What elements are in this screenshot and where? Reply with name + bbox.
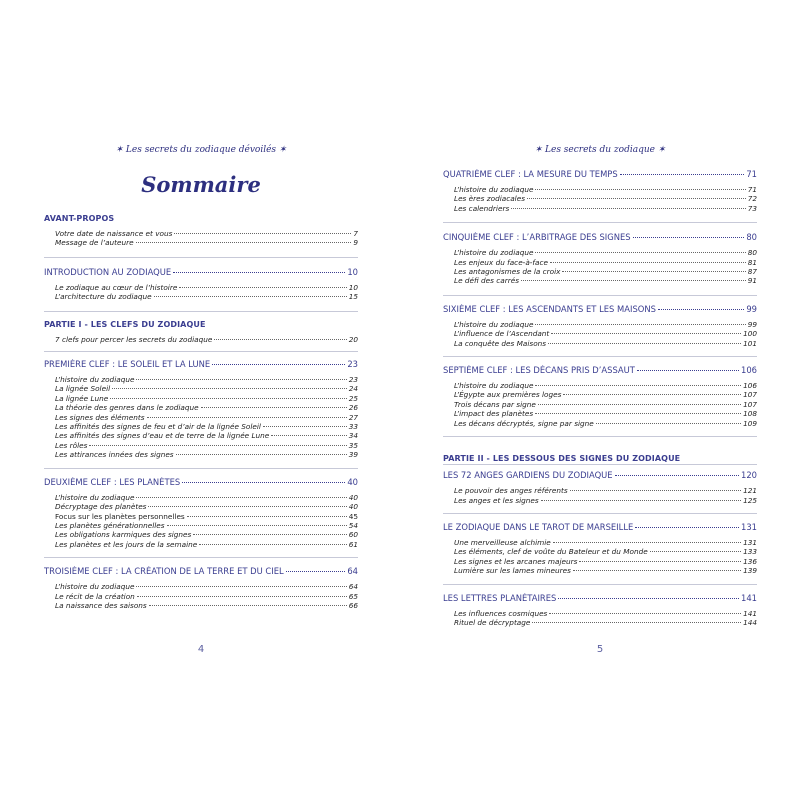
toc-entry-text: Les signes et les arcanes majeurs — [454, 556, 578, 566]
section-page-number: 99 — [746, 303, 757, 314]
dot-leader — [110, 398, 346, 399]
table-of-contents — [44, 213, 358, 618]
toc-entry[interactable] — [44, 238, 358, 247]
section-title-text: DEUXIÈME CLEF : LES PLANÈTES — [44, 476, 181, 487]
toc-entry-text: Le défi des carrés — [454, 276, 520, 286]
toc-entry-text: La lignée Soleil — [55, 384, 111, 394]
toc-section-title[interactable] — [443, 593, 757, 604]
toc-section — [44, 213, 358, 257]
table-of-contents — [443, 169, 757, 635]
dot-leader — [637, 370, 739, 371]
dot-leader — [553, 542, 741, 543]
dot-leader — [199, 544, 346, 545]
toc-entry[interactable] — [44, 493, 358, 502]
dot-leader — [635, 527, 739, 528]
toc-entry-page-number: 109 — [743, 418, 757, 428]
dot-leader — [167, 525, 347, 526]
toc-entry[interactable] — [443, 390, 757, 399]
dot-leader — [633, 237, 745, 238]
toc-entry-text: Les influences cosmiques — [454, 608, 548, 618]
dot-leader — [174, 233, 351, 234]
running-header: ✶ Les secrets du zodiaque ✶ — [534, 145, 666, 155]
dot-leader — [535, 252, 745, 253]
dot-leader — [615, 475, 739, 476]
toc-entry[interactable] — [44, 384, 358, 393]
toc-entry-page-number: 24 — [348, 384, 358, 394]
section-title-text: LES 72 ANGES GARDIENS DU ZODIAQUE — [443, 470, 613, 481]
toc-entry-text: Le récit de la création — [55, 591, 135, 601]
toc-entry-page-number: 34 — [348, 431, 358, 441]
toc-entry-page-number: 40 — [348, 492, 358, 502]
toc-entry-page-number: 64 — [348, 582, 358, 592]
dot-leader — [148, 506, 346, 507]
toc-entry[interactable] — [443, 547, 757, 556]
toc-section — [44, 257, 358, 311]
section-page-number: 120 — [741, 470, 757, 481]
toc-entry-page-number: 15 — [348, 292, 358, 302]
dot-leader — [201, 407, 347, 408]
dot-leader — [182, 482, 345, 483]
dot-leader — [212, 364, 345, 365]
toc-entry-text: L’Égypte aux premières loges — [454, 390, 562, 400]
toc-entry[interactable] — [443, 409, 757, 418]
toc-entry[interactable] — [44, 592, 358, 601]
toc-section-title[interactable] — [443, 453, 757, 464]
dot-leader — [579, 561, 741, 562]
toc-entry-text: L’histoire du zodiaque — [55, 375, 135, 385]
running-header: ✶ Les secrets du zodiaque dévoilés ✶ — [115, 145, 287, 155]
dot-leader — [137, 596, 347, 597]
toc-section — [443, 584, 757, 636]
toc-entry-page-number: 81 — [747, 257, 757, 267]
toc-entry-text: Les anges et les signes — [454, 495, 539, 505]
toc-entry-text: L’impact des planètes — [454, 409, 534, 419]
toc-entry-page-number: 101 — [743, 338, 757, 348]
toc-entry-text: Rituel de décryptage — [454, 617, 531, 627]
toc-entry-text: La lignée Lune — [55, 393, 109, 403]
toc-entry[interactable] — [44, 521, 358, 530]
section-page-number: 64 — [347, 566, 358, 577]
toc-entry-page-number: 133 — [743, 547, 757, 557]
toc-entry[interactable] — [44, 530, 358, 539]
toc-section — [44, 557, 358, 618]
toc-entry-text: Les affinités des signes d’eau et de terre de la lignée Lune — [55, 431, 270, 441]
toc-entry-text: Le zodiaque au cœur de l’histoire — [55, 282, 178, 292]
dot-leader — [214, 339, 346, 340]
toc-entry[interactable] — [443, 400, 757, 409]
page-title: Sommaire — [141, 172, 261, 197]
section-title-text: AVANT-PROPOS — [44, 214, 115, 223]
toc-entry[interactable] — [443, 204, 757, 213]
toc-entry[interactable] — [44, 540, 358, 549]
section-title-text: SIXIÈME CLEF : LES ASCENDANTS ET LES MAISONS — [443, 303, 656, 314]
toc-entry-page-number: 54 — [348, 520, 358, 530]
toc-entry-text: Le pouvoir des anges référents — [454, 486, 568, 496]
dot-leader — [187, 516, 347, 517]
toc-entry-text: Trois décans par signe — [454, 399, 536, 409]
toc-entry[interactable] — [443, 496, 757, 505]
section-title-text: CINQUIÈME CLEF : L’ARBITRAGE DES SIGNES — [443, 232, 631, 243]
toc-entry[interactable] — [44, 335, 358, 344]
toc-section-title[interactable] — [44, 566, 358, 577]
toc-section-title[interactable] — [443, 365, 757, 376]
toc-entry-page-number: 20 — [348, 334, 358, 344]
left-page — [44, 0, 358, 800]
toc-entry[interactable] — [44, 512, 358, 521]
section-page-number: 23 — [347, 359, 358, 370]
dot-leader — [173, 272, 345, 273]
toc-entry[interactable] — [443, 381, 757, 390]
toc-entry[interactable] — [443, 419, 757, 428]
toc-entry-text: Les éléments, clef de voûte du Bateleur et du Monde — [454, 547, 648, 557]
toc-entry[interactable] — [44, 283, 358, 292]
toc-entry-page-number: 66 — [348, 600, 358, 610]
section-page-number: 71 — [746, 169, 757, 179]
toc-entry-page-number: 121 — [743, 486, 757, 496]
page-number: 5 — [596, 644, 604, 655]
dot-leader — [535, 385, 741, 386]
right-page — [443, 0, 757, 800]
dot-leader — [535, 413, 741, 414]
toc-entry-page-number: 99 — [747, 319, 757, 329]
toc-entry-page-number: 23 — [348, 375, 358, 385]
toc-entry[interactable] — [44, 394, 358, 403]
toc-entry[interactable] — [44, 582, 358, 591]
section-page-number: 106 — [741, 365, 757, 376]
dot-leader — [521, 280, 746, 281]
dot-leader — [286, 571, 346, 572]
toc-entry-text: L’influence de l’Ascendant — [454, 329, 550, 339]
toc-entry-text: L’histoire du zodiaque — [55, 492, 135, 502]
toc-entry-page-number: 39 — [348, 450, 358, 460]
toc-section-title[interactable] — [44, 359, 358, 370]
toc-section — [443, 513, 757, 584]
section-title-text: INTRODUCTION AU ZODIAQUE — [44, 266, 172, 277]
toc-entry-page-number: 7 — [353, 229, 358, 238]
toc-entry-page-number: 107 — [743, 399, 757, 409]
toc-entry[interactable] — [443, 194, 757, 203]
dot-leader — [538, 404, 741, 405]
dot-leader — [548, 343, 741, 344]
toc-section — [443, 436, 757, 464]
dot-leader — [193, 534, 346, 535]
dot-leader — [176, 454, 347, 455]
dot-leader — [562, 271, 745, 272]
toc-section — [443, 222, 757, 295]
toc-entry-text: Les affinités des signes de feu et d’air de la lignée Soleil — [55, 422, 261, 432]
toc-entry-page-number: 108 — [743, 409, 757, 419]
toc-entry-text: Les enjeux du face-à-face — [454, 257, 548, 267]
dot-leader — [535, 189, 745, 190]
dot-leader — [535, 324, 745, 325]
toc-entry[interactable] — [443, 486, 757, 495]
toc-entry-text: Votre date de naissance et vous — [55, 229, 173, 238]
toc-entry[interactable] — [44, 601, 358, 610]
section-title-text: LES LETTRES PLANÉTAIRES — [443, 592, 557, 603]
toc-entry-text: L’histoire du zodiaque — [454, 185, 534, 194]
toc-entry-text: La naissance des saisons — [55, 600, 147, 610]
toc-entry[interactable] — [443, 566, 757, 575]
dot-leader — [549, 613, 741, 614]
section-title-text: PREMIÈRE CLEF : LE SOLEIL ET LA LUNE — [44, 359, 211, 370]
toc-section-title[interactable] — [44, 213, 358, 224]
dot-leader — [149, 605, 347, 606]
dot-leader — [112, 388, 347, 389]
toc-entry[interactable] — [44, 229, 358, 238]
toc-entry-page-number: 26 — [348, 403, 358, 413]
dot-leader — [563, 394, 741, 395]
toc-entry[interactable] — [44, 450, 358, 459]
toc-entry[interactable] — [44, 403, 358, 412]
dot-leader — [271, 435, 346, 436]
toc-entry-page-number: 73 — [747, 203, 757, 213]
dot-leader — [596, 423, 741, 424]
toc-entry-text: L’architecture du zodiaque — [55, 292, 152, 302]
toc-section-title[interactable] — [443, 169, 757, 180]
toc-entry[interactable] — [443, 609, 757, 618]
toc-entry-text: Les rôles — [55, 440, 88, 450]
toc-entry-text: Focus sur les planètes personnelles — [55, 511, 185, 521]
dot-leader — [551, 333, 741, 334]
page-number: 4 — [197, 644, 205, 655]
toc-entry-text: 7 clefs pour percer les secrets du zodiaque — [55, 334, 213, 344]
toc-entry-page-number: 139 — [743, 566, 757, 576]
toc-entry[interactable] — [443, 258, 757, 267]
toc-entry[interactable] — [44, 375, 358, 384]
toc-entry-text: Les obligations karmiques des signes — [55, 530, 192, 540]
toc-section — [44, 351, 358, 468]
dot-leader — [89, 445, 346, 446]
toc-entry-page-number: 106 — [743, 381, 757, 391]
dot-leader — [136, 242, 352, 243]
toc-entry-page-number: 27 — [348, 412, 358, 422]
toc-entry-page-number: 45 — [348, 511, 358, 521]
toc-section-title[interactable] — [44, 477, 358, 488]
section-title-text: PARTIE II - LES DESSOUS DES SIGNES DU ZODIAQUE — [443, 454, 681, 464]
section-title-text: SEPTIÈME CLEF : LES DÉCANS PRIS D’ASSAUT — [443, 365, 635, 376]
dot-leader — [650, 551, 741, 552]
toc-entry-page-number: 71 — [747, 185, 757, 194]
toc-section-title[interactable] — [44, 267, 358, 278]
toc-section — [443, 464, 757, 513]
toc-entry-page-number: 100 — [743, 329, 757, 339]
toc-entry-page-number: 107 — [743, 390, 757, 400]
toc-section-title[interactable] — [443, 522, 757, 533]
dot-leader — [154, 296, 347, 297]
toc-entry-page-number: 9 — [353, 238, 358, 248]
toc-entry-page-number: 87 — [747, 267, 757, 277]
toc-entry-page-number: 141 — [743, 608, 757, 618]
section-title-text: PARTIE I - LES CLEFS DU ZODIAQUE — [44, 319, 206, 329]
toc-entry-page-number: 80 — [747, 248, 757, 258]
toc-entry-text: Une merveilleuse alchimie — [454, 537, 551, 547]
toc-entry[interactable] — [443, 248, 757, 257]
toc-section — [44, 311, 358, 351]
section-title-text: QUATRIÈME CLEF : LA MESURE DU TEMPS — [443, 169, 618, 179]
section-page-number: 40 — [347, 476, 358, 487]
toc-entry[interactable] — [443, 320, 757, 329]
toc-entry[interactable] — [443, 185, 757, 194]
toc-entry-text: Les signes des éléments — [55, 412, 145, 422]
toc-entry[interactable] — [44, 502, 358, 511]
dot-leader — [179, 287, 346, 288]
toc-entry-text: La théorie des genres dans le zodiaque — [55, 403, 199, 413]
toc-section-title[interactable] — [44, 319, 358, 330]
dot-leader — [570, 490, 741, 491]
toc-entry-text: Décryptage des planètes — [55, 502, 147, 512]
dot-leader — [532, 622, 741, 623]
section-title-text: LE ZODIAQUE DANS LE TAROT DE MARSEILLE — [443, 521, 634, 532]
dot-leader — [541, 500, 741, 501]
toc-section-title[interactable] — [443, 470, 757, 481]
toc-entry-page-number: 25 — [348, 393, 358, 403]
dot-leader — [527, 198, 746, 199]
section-page-number: 131 — [741, 521, 757, 532]
toc-entry-text: Message de l’auteure — [55, 238, 134, 248]
section-page-number: 10 — [347, 266, 358, 277]
toc-section — [443, 169, 757, 222]
toc-entry-text: Les ères zodiacales — [454, 194, 526, 204]
dot-leader — [147, 417, 347, 418]
dot-leader — [658, 309, 744, 310]
section-page-number: 141 — [741, 592, 757, 603]
dot-leader — [136, 497, 346, 498]
toc-entry-page-number: 144 — [743, 617, 757, 627]
toc-entry-page-number: 65 — [348, 591, 358, 601]
toc-entry-text: L’histoire du zodiaque — [55, 582, 135, 592]
toc-entry-text: Lumière sur les lames mineures — [454, 566, 571, 576]
dot-leader — [136, 379, 346, 380]
dot-leader — [573, 570, 741, 571]
toc-entry-page-number: 35 — [348, 440, 358, 450]
dot-leader — [136, 586, 346, 587]
dot-leader — [263, 426, 347, 427]
toc-section-title[interactable] — [443, 304, 757, 315]
toc-entry-text: La conquête des Maisons — [454, 338, 547, 348]
section-page-number: 80 — [746, 232, 757, 243]
toc-entry-text: L’histoire du zodiaque — [454, 381, 534, 391]
toc-entry-text: Les planètes générationnelles — [55, 520, 165, 530]
toc-entry[interactable] — [443, 538, 757, 547]
toc-entry-page-number: 40 — [348, 502, 358, 512]
toc-entry[interactable] — [44, 441, 358, 450]
toc-entry[interactable] — [443, 329, 757, 338]
toc-entry-text: L’histoire du zodiaque — [454, 319, 534, 329]
toc-entry-page-number: 60 — [348, 530, 358, 540]
toc-entry-text: L’histoire du zodiaque — [454, 248, 534, 258]
toc-entry[interactable] — [443, 618, 757, 627]
toc-entry-page-number: 136 — [743, 556, 757, 566]
toc-entry-page-number: 61 — [348, 539, 358, 549]
section-title-text: TROISIÈME CLEF : LA CRÉATION DE LA TERRE ET DU CIEL — [44, 566, 284, 577]
dot-leader — [558, 598, 739, 599]
toc-entry[interactable] — [44, 413, 358, 422]
toc-entry-page-number: 125 — [743, 495, 757, 505]
toc-entry-text: Les attirances innées des signes — [55, 450, 174, 460]
toc-entry-text: Les antagonismes de la croix — [454, 267, 561, 277]
toc-entry-text: Les calendriers — [454, 203, 510, 213]
toc-entry-page-number: 131 — [743, 537, 757, 547]
dot-leader — [620, 174, 745, 175]
toc-entry[interactable] — [44, 422, 358, 431]
toc-entry[interactable] — [443, 276, 757, 285]
toc-entry[interactable] — [443, 267, 757, 276]
toc-entry-page-number: 91 — [747, 276, 757, 286]
toc-entry-text: Les décans décryptés, signe par signe — [454, 418, 594, 428]
toc-section — [443, 295, 757, 356]
toc-entry-text: Les planètes et les jours de la semaine — [55, 539, 198, 549]
dot-leader — [550, 262, 746, 263]
toc-entry-page-number: 72 — [747, 194, 757, 204]
toc-entry[interactable] — [443, 339, 757, 348]
dot-leader — [511, 208, 745, 209]
toc-entry-page-number: 10 — [348, 282, 358, 292]
toc-entry[interactable] — [44, 431, 358, 440]
toc-entry[interactable] — [44, 292, 358, 301]
toc-section — [44, 468, 358, 557]
toc-entry[interactable] — [443, 557, 757, 566]
toc-section — [443, 356, 757, 436]
toc-entry-page-number: 33 — [348, 422, 358, 432]
toc-section-title[interactable] — [443, 232, 757, 243]
